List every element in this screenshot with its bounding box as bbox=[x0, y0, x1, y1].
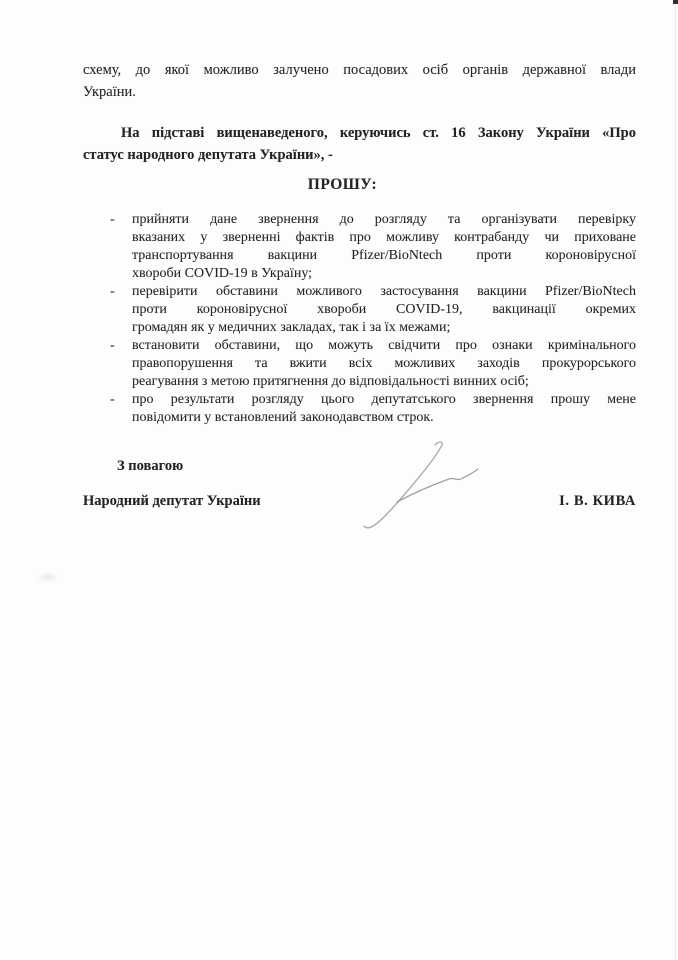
request-item bbox=[83, 211, 636, 283]
text-line: України. bbox=[83, 84, 136, 100]
scan-smudge-artifact bbox=[36, 571, 60, 583]
dash-bullet-marker: - bbox=[110, 392, 115, 407]
request-item bbox=[83, 337, 636, 391]
request-item bbox=[83, 283, 636, 337]
dash-bullet-marker: - bbox=[110, 212, 115, 227]
signature-row bbox=[83, 492, 636, 510]
text-line: транспортування вакцини Pfizer/BioNtech проти короновірусної bbox=[132, 248, 636, 263]
closing-salutation: З повагою bbox=[117, 458, 184, 474]
scan-corner-artifact bbox=[673, 0, 678, 4]
request-item bbox=[83, 391, 636, 427]
text-line: правопорушення та вжити всіх можливих заходів прокурорського bbox=[132, 356, 636, 371]
request-text bbox=[132, 211, 636, 283]
text-line: статус народного депутата України», - bbox=[83, 147, 333, 163]
legal-basis-paragraph bbox=[83, 122, 636, 166]
text-line: хвороби COVID-19 в Україну; bbox=[132, 266, 313, 281]
request-text bbox=[132, 283, 636, 337]
request-text bbox=[132, 391, 636, 427]
scan-edge-artifact bbox=[675, 0, 677, 960]
text-line: повідомити у встановлений законодавством строк. bbox=[132, 410, 434, 425]
text-line: На підставі вищенаведеного, керуючись ст. 16 Закону України «Про bbox=[121, 125, 636, 141]
request-list bbox=[83, 211, 636, 427]
request-heading: ПРОШУ: bbox=[307, 176, 378, 193]
intro-paragraph bbox=[83, 59, 636, 103]
text-line: вказаних у зверненні фактів про можливу контрабанду чи приховане bbox=[132, 230, 636, 245]
text-line: встановити обставини, що можуть свідчити про ознаки кримінального bbox=[132, 338, 636, 353]
request-text bbox=[132, 337, 636, 391]
text-line: схему, до якої можливо залучено посадових осіб органів державної влади bbox=[83, 62, 636, 78]
text-line: реагування з метою притягнення до відповідальності винних осіб; bbox=[132, 374, 529, 389]
signatory-title: Народний депутат України bbox=[83, 493, 261, 509]
document-content bbox=[83, 59, 636, 510]
text-line: перевірити обставини можливого застосування вакцини Pfizer/BioNtech bbox=[132, 284, 636, 299]
text-line: громадян як у медичних закладах, так і за їх межами; bbox=[132, 320, 451, 335]
dash-bullet-marker: - bbox=[110, 338, 115, 353]
text-line: про результати розгляду цього депутатського звернення прошу мене bbox=[132, 392, 636, 407]
dash-bullet-marker: - bbox=[110, 284, 115, 299]
text-line: проти короновірусної хвороби COVID-19, вакцинації окремих bbox=[132, 302, 636, 317]
text-line: прийняти дане звернення до розгляду та організувати перевірку bbox=[132, 212, 636, 227]
signatory-name: І. В. КИВА bbox=[559, 493, 636, 509]
